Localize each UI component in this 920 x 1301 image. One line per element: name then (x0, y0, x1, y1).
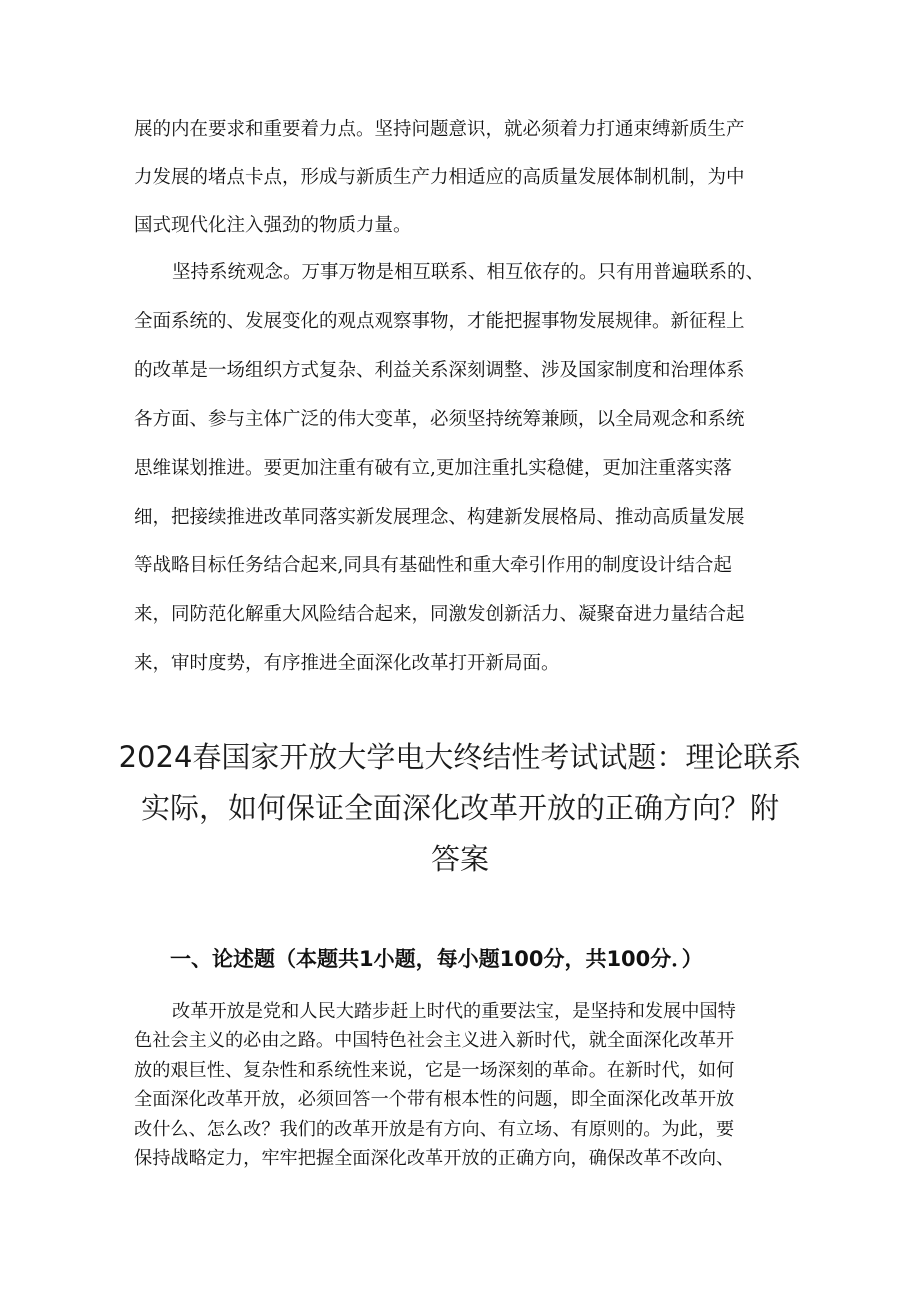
title-line: 2024春国家开放大学电大终结性考试试题：理论联系 (118, 740, 802, 774)
text-line: 等战略目标任务结合起来,同具有基础性和重大牵引作用的制度设计结合起 (134, 555, 732, 576)
title-line: 答案 (430, 842, 489, 876)
text-line: 来，审时度势，有序推进全面深化改革打开新局面。 (134, 653, 560, 674)
text-line: 思维谋划推进。要更加注重有破有立,更加注重扎实稳健，更加注重落实落 (134, 458, 732, 479)
text-line: 展的内在要求和重要着力点。坚持问题意识，就必须着力打通束缚新质生产 (134, 119, 745, 140)
text-line: 各方面、参与主体广泛的伟大变革，必须坚持统筹兼顾，以全局观念和系统 (134, 409, 745, 430)
text-line: 保持战略定力，牢牢把握全面深化改革开放的正确方向，确保改革不改向、 (134, 1148, 735, 1169)
text-line: 全面深化改革开放，必须回答一个带有根本性的问题，即全面深化改革开放 (134, 1089, 735, 1110)
text-line: 力发展的堵点卡点，形成与新质生产力相适应的高质量发展体制机制，为中 (134, 167, 745, 188)
title-line: 实际，如何保证全面深化改革开放的正确方向？附 (140, 791, 779, 825)
text-line: 国式现代化注入强劲的物质力量。 (134, 215, 412, 236)
text-line: 来，同防范化解重大风险结合起来，同激发创新活力、凝聚奋进力量结合起 (134, 604, 745, 625)
text-line: 放的艰巨性、复杂性和系统性来说，它是一场深刻的革命。在新时代，如何 (134, 1060, 735, 1081)
text-line: 全面系统的、发展变化的观点观察事物，才能把握事物发展规律。新征程上 (134, 311, 745, 332)
text-line: 的改革是一场组织方式复杂、利益关系深刻调整、涉及国家制度和治理体系 (134, 360, 745, 381)
text-line: 色社会主义的必由之路。中国特色社会主义进入新时代，就全面深化改革开 (134, 1030, 735, 1051)
text-line: 改革开放是党和人民大踏步赶上时代的重要法宝，是坚持和发展中国特 (172, 1001, 736, 1022)
text-line: 改什么、怎么改？我们的改革开放是有方向、有立场、有原则的。为此，要 (134, 1119, 735, 1140)
text-line: 坚持系统观念。万事万物是相互联系、相互依存的。只有用普遍联系的、 (172, 262, 765, 283)
text-line: 细，把接续推进改革同落实新发展理念、构建新发展格局、推动高质量发展 (134, 507, 745, 528)
section-heading: 一、论述题（本题共1小题，每小题100分，共100分．） (170, 947, 703, 971)
